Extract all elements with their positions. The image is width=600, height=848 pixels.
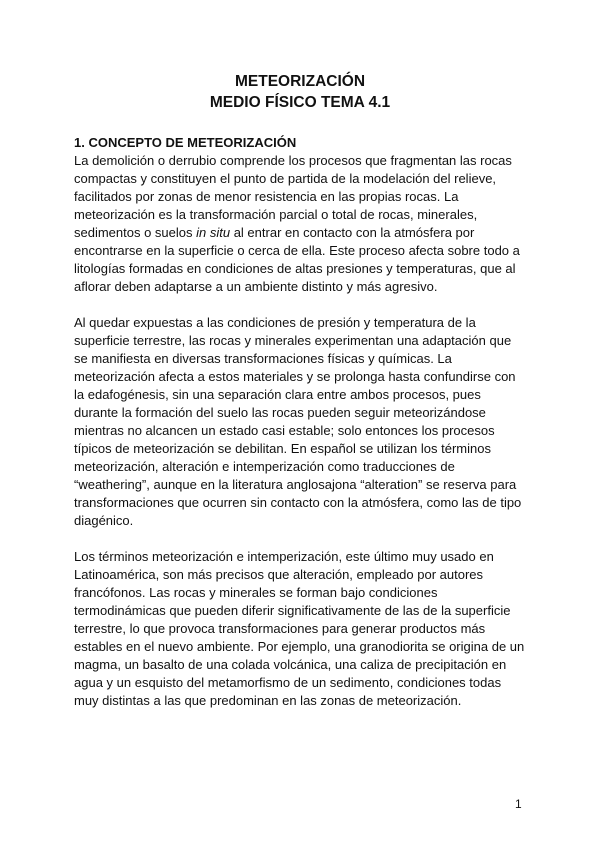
text-line: meteorización afecta a estos materiales y se prolonga hasta confundirse con: [74, 369, 516, 384]
text-line: muy distintas a las que predominan en las zonas de meteorización.: [74, 693, 462, 708]
section-body: [74, 152, 534, 728]
page-number: 1: [515, 797, 522, 811]
text-line: superficie terrestre, las rocas y minerales experimentan una adaptación que: [74, 333, 512, 348]
text-line: agua y un esquisto del metamorfismo de un sedimento, condiciones todas: [74, 675, 502, 690]
text-line: se manifiesta en diversas transformaciones físicas y químicas. La: [74, 351, 452, 366]
text-line: Al quedar expuestas a las condiciones de presión y temperatura de la: [74, 315, 476, 330]
text-segment: al entrar en contacto con la atmósfera por: [230, 225, 475, 240]
document-subtitle: MEDIO FÍSICO TEMA 4.1: [209, 94, 391, 111]
section-heading: 1. CONCEPTO DE METEORIZACIÓN: [74, 135, 297, 150]
text-line: Los términos meteorización e intemperización, este último muy usado en: [74, 549, 494, 564]
text-line: francófonos. Las rocas y minerales se forman bajo condiciones: [74, 585, 438, 600]
text-line: encontrarse en la superficie o cerca de ella. Este proceso afecta sobre todo a: [74, 243, 520, 258]
paragraph-2: [74, 314, 534, 530]
text-line: facilitados por zonas de menor resistencia en las propias rocas. La: [74, 189, 459, 204]
text-line: “weathering”, aunque en la literatura anglosajona “alteration” se reserva para: [74, 477, 517, 492]
text-line: meteorización, alteración e intemperización como traducciones de: [74, 459, 455, 474]
text-line: estables en el nuevo ambiente. Por ejemplo, una granodiorita se origina de un: [74, 639, 525, 654]
text-line: Latinoamérica, son más precisos que alteración, empleado por autores: [74, 567, 484, 582]
text-line: termodinámicas que pueden diferir significativamente de las de la superficie: [74, 603, 511, 618]
text-line: meteorización es la transformación parcial o total de rocas, minerales,: [74, 207, 478, 222]
text-line: mientras no alcancen un estado casi estable; solo entonces los procesos: [74, 423, 495, 438]
paragraph-3: [74, 548, 534, 710]
text-line: litologías formadas en condiciones de altas presiones y temperaturas, que al: [74, 261, 516, 276]
text-line-mixed: [74, 224, 534, 242]
text-line: aflorar deben adaptarse a un ambiente distinto y más agresivo.: [74, 279, 438, 294]
text-line: transformaciones que ocurren sin contacto con la atmósfera, como las de tipo: [74, 495, 522, 510]
text-line: la edafogénesis, sin una separación clara entre ambos procesos, pues: [74, 387, 481, 402]
document-title: METEORIZACIÓN: [234, 73, 366, 90]
text-line: durante la formación del suelo las rocas pueden seguir meteorizándose: [74, 405, 486, 420]
text-segment: sedimentos o suelos: [74, 225, 197, 240]
text-line: diagénico.: [74, 513, 134, 528]
paragraph-1: [74, 152, 534, 296]
text-line: magma, un basalto de una colada volcánica, una caliza de precipitación en: [74, 657, 507, 672]
italic-term: in situ: [196, 225, 231, 240]
text-line: compactas y constituyen el punto de partida de la modelación del relieve,: [74, 171, 497, 186]
text-line: terrestre, lo que provoca transformaciones para generar productos más: [74, 621, 486, 636]
text-line: La demolición o derrubio comprende los procesos que fragmentan las rocas: [74, 153, 512, 168]
text-line: típicos de meteorización se debilitan. En español se utilizan los términos: [74, 441, 491, 456]
